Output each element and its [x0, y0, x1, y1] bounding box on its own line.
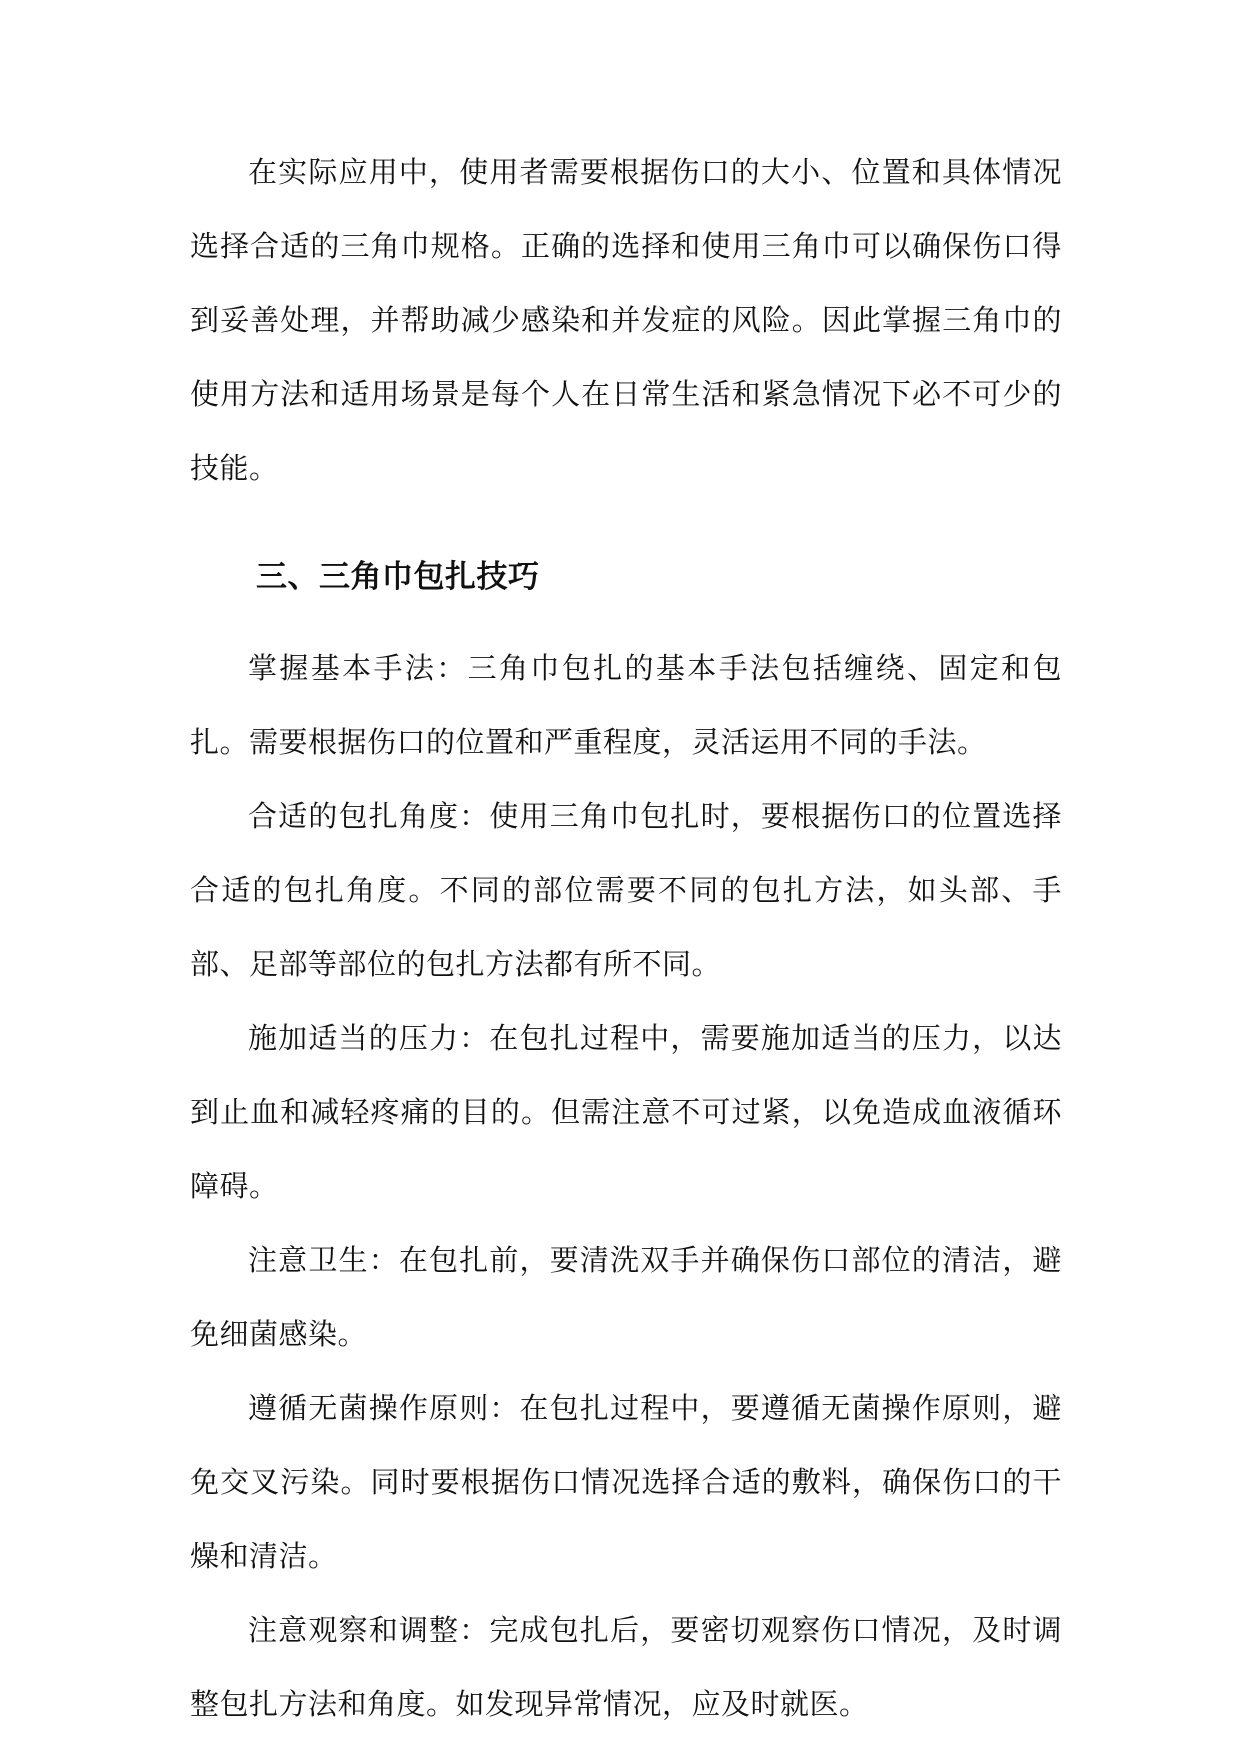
- paragraph-hygiene: 注意卫生：在包扎前，要清洗双手并确保伤口部位的清洁，避免细菌感染。: [190, 1243, 1062, 1351]
- paragraph-apply-pressure: 施加适当的压力：在包扎过程中，需要施加适当的压力，以达到止血和减轻疼痛的目的。但需注意不可过紧，以免造成血液循环障碍。: [190, 1021, 1062, 1203]
- section-heading: 三、三角巾包扎技巧: [256, 559, 540, 595]
- paragraph-aseptic-principle: 遵循无菌操作原则：在包扎过程中，要遵循无菌操作原则，避免交叉污染。同时要根据伤口情况选择合适的敷料，确保伤口的干燥和清洁。: [190, 1391, 1062, 1573]
- paragraph-bandage-angle: 合适的包扎角度：使用三角巾包扎时，要根据伤口的位置选择合适的包扎角度。不同的部位需要不同的包扎方法，如头部、手部、足部等部位的包扎方法都有所不同。: [190, 799, 1062, 981]
- paragraph-observe-adjust: 注意观察和调整：完成包扎后，要密切观察伤口情况，及时调整包扎方法和角度。如发现异常情况，应及时就医。: [190, 1613, 1062, 1721]
- paragraph-basic-technique: 掌握基本手法：三角巾包扎的基本手法包括缠绕、固定和包扎。需要根据伤口的位置和严重程度，灵活运用不同的手法。: [190, 651, 1062, 759]
- intro-paragraph: 在实际应用中，使用者需要根据伤口的大小、位置和具体情况选择合适的三角巾规格。正确的选择和使用三角巾可以确保伤口得到妥善处理，并帮助减少感染和并发症的风险。因此掌握三角巾的使用方法和适用场景是每个人在日常生活和紧急情况下必不可少的技能。: [190, 155, 1062, 485]
- document-page: [190, 0, 1062, 1754]
